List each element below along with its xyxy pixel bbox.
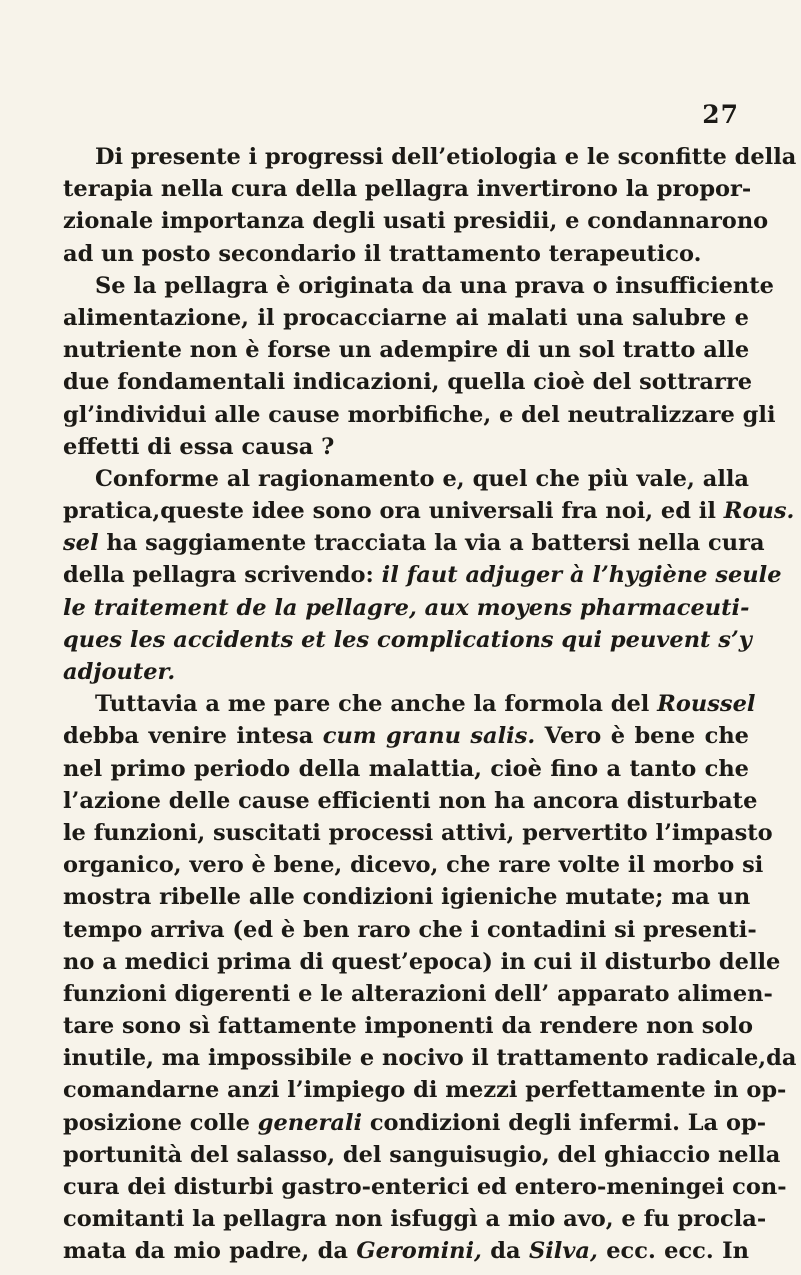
text-line: [63, 624, 752, 656]
text-line: [63, 1139, 781, 1171]
body-text: [63, 141, 797, 1268]
text-run: nutriente non è forse un adempire di un sol tratto alle: [63, 337, 750, 364]
text-run: Conforme al ragionamento e, quel che più vale, alla: [95, 465, 749, 492]
text-run: ecc. ecc. In: [597, 1238, 749, 1265]
text-run: della pellagra scrivendo:: [63, 562, 382, 589]
text-line: [63, 527, 765, 559]
text-line: [63, 688, 756, 720]
text-run: organico, vero è bene, dicevo, che rare volte il morbo si: [63, 852, 764, 879]
text-line: [63, 592, 749, 624]
text-line: [63, 463, 749, 495]
text-line: [63, 1203, 767, 1235]
text-run: mata da mio padre, da: [63, 1238, 357, 1265]
text-run: tempo arriva (ed è ben raro che i contadini si presenti-: [63, 916, 757, 943]
text-run: debba venire intesa: [63, 723, 323, 750]
text-line: [63, 334, 749, 366]
text-run: nel primo periodo della malattia, cioè fino a tanto che: [63, 755, 749, 782]
text-run: ha saggiamente tracciata la via a battersi nella cura: [98, 530, 765, 557]
italic-text: Silva,: [528, 1238, 598, 1265]
text-line: [63, 817, 773, 849]
page-number: 27: [702, 100, 739, 129]
text-run: due fondamentali indicazioni, quella cioè del sottrarre: [63, 369, 753, 396]
text-line: [63, 785, 758, 817]
italic-text: sel: [63, 530, 99, 557]
text-run: cura dei disturbi gastro-enterici ed entero-meningei con-: [63, 1174, 787, 1200]
text-line: [63, 946, 781, 978]
text-line: [63, 1171, 787, 1203]
text-line: [63, 1010, 753, 1042]
italic-text: generali: [257, 1109, 362, 1136]
text-run: mostra ribelle alle condizioni igieniche mutate; ma un: [63, 884, 751, 911]
text-line: [63, 1107, 767, 1139]
italic-text: cum granu salis.: [322, 723, 536, 750]
text-line: [63, 141, 797, 173]
text-line: [63, 173, 752, 205]
text-run: funzioni digerenti e le alterazioni dell’ apparato alimen-: [63, 980, 773, 1007]
text-line: [63, 1042, 797, 1074]
text-line: [63, 495, 795, 527]
text-run: pratica,queste idee sono ora universali fra noi, ed il: [63, 498, 724, 525]
text-line: [63, 753, 749, 785]
text-run: l’azione delle cause efficienti non ha ancora disturbate: [63, 787, 758, 814]
text-line: [63, 720, 749, 752]
text-run: Di presente i progressi dell’etiologia e le sconfitte della: [95, 144, 797, 170]
text-run: tare sono sì fattamente imponenti da rendere non solo: [63, 1013, 753, 1040]
italic-text: le traitement de la pellagre, aux moyens pharmaceuti-: [63, 594, 750, 621]
text-line: [63, 978, 773, 1010]
italic-text: ques les accidents et les complications qui peuvent s’y: [63, 626, 752, 653]
text-run: zionale importanza degli usati presidii, e condannarono: [63, 208, 769, 235]
italic-text: Geromini,: [356, 1238, 482, 1265]
text-run: alimentazione, il procacciarne ai malati una salubre e: [63, 304, 749, 331]
text-run: Se la pellagra è originata da una prava o insufficiente: [95, 272, 774, 299]
text-run: da: [481, 1238, 529, 1265]
text-line: [63, 881, 749, 913]
text-line: [63, 914, 757, 946]
italic-text: Roussel: [657, 691, 756, 718]
text-line: [63, 205, 769, 237]
text-line: [63, 559, 782, 591]
text-line: [63, 399, 776, 431]
text-line: [63, 238, 749, 270]
text-run: comandarne anzi l’impiego di mezzi perfettamente in op-: [63, 1077, 787, 1104]
text-run: comitanti la pellagra non isfuggì a mio avo, e fu procla-: [63, 1206, 767, 1233]
text-line: [63, 1074, 787, 1106]
text-run: Tuttavia a me pare che anche la formola del: [95, 691, 658, 718]
text-run: posizione colle: [63, 1109, 258, 1136]
text-line: [63, 656, 749, 688]
italic-text: adjouter.: [63, 659, 176, 685]
text-run: inutile, ma impossibile e nocivo il trattamento radicale,da: [63, 1045, 797, 1072]
text-run: condizioni degli infermi. La op-: [362, 1109, 767, 1136]
text-line: [63, 1235, 749, 1267]
text-run: portunità del salasso, del sanguisugio, del ghiaccio nella: [63, 1141, 781, 1168]
text-run: gl’individui alle cause morbifiche, e del neutralizzare gli: [63, 401, 776, 428]
italic-text: Rous.: [723, 498, 795, 525]
text-run: effetti di essa causa ?: [63, 433, 335, 460]
text-line: [63, 270, 774, 302]
text-run: ad un posto secondario il trattamento terapeutico.: [63, 240, 702, 267]
text-line: [63, 849, 764, 881]
text-run: terapia nella cura della pellagra invertirono la propor-: [63, 176, 752, 203]
text-line: [63, 366, 753, 398]
text-run: no a medici prima di quest’epoca) in cui il disturbo delle: [63, 948, 781, 975]
italic-text: il faut adjuger à l’hygiène seule: [381, 562, 782, 589]
text-run: le funzioni, suscitati processi attivi, pervertito l’impasto: [63, 819, 773, 846]
text-line: [63, 431, 749, 463]
text-line: [63, 302, 749, 334]
text-run: Vero è bene che: [535, 723, 749, 750]
